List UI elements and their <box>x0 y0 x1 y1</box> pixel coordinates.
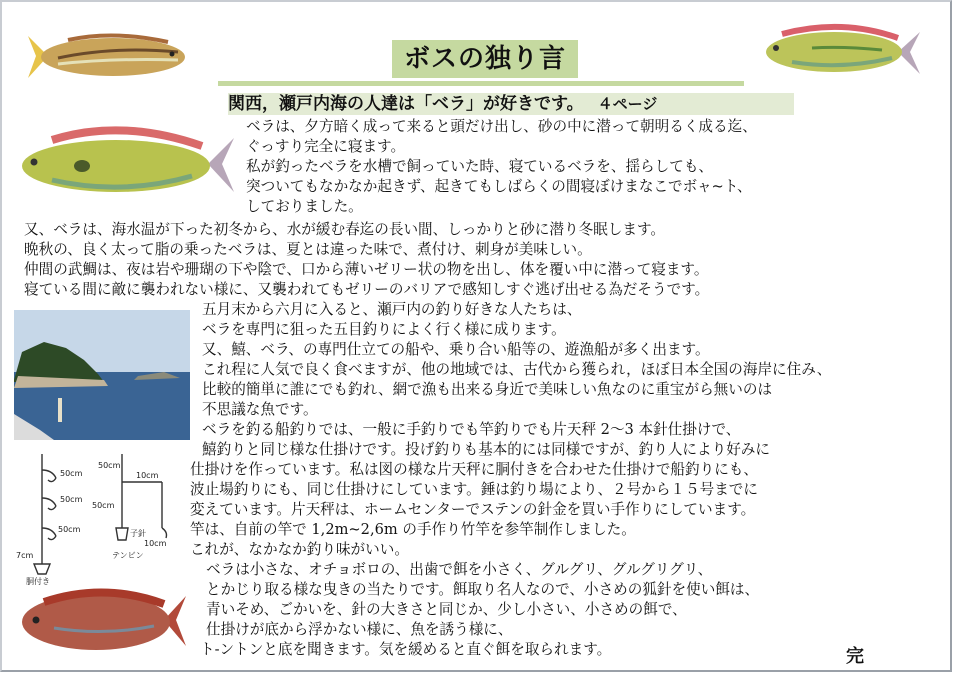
text-line: しておりました。 <box>246 198 363 215</box>
title-underline <box>218 81 744 86</box>
text-line: これ程に人気で良く食べますが、他の地域では、古代から獲られ，ほぼ日本全国の海岸に住み、 <box>202 361 832 378</box>
text-line: ベラを釣る船釣りでは、一般に手釣りでも竿釣りでも片天秤 2～3 本針仕掛けで、 <box>202 421 741 438</box>
text-line: 又、鱚、ベラ、の専門仕立ての船や、乗り合い船等の、遊漁船が多く出ます。 <box>202 341 710 358</box>
text-line: 仕掛けが底から浮かない様に、魚を誘う様に、 <box>206 621 513 638</box>
text-line: これが、なかなか釣り味がいい。 <box>190 541 409 558</box>
diagram-label: 10cm <box>136 471 159 480</box>
fishing-rig-diagram <box>12 448 188 588</box>
diagram-label: 7cm <box>16 551 34 560</box>
diagram-label: テンビン <box>112 551 144 560</box>
text-line: ト-ントンと底を聞きます。気を緩めると直ぐ餌を取られます。 <box>200 641 612 658</box>
wrasse-fish-image-large <box>12 118 240 204</box>
text-line: 五月末から六月に入ると、瀬戸内の釣り好きな人たちは、 <box>202 301 582 318</box>
text-line: 仲間の武鯛は、夜は岩や珊瑚の下や陰で、口から薄いゼリー状の物を出し、体を覆い中に潜って寝ます。 <box>24 261 709 278</box>
page-title: ボスの独り言 <box>392 40 578 78</box>
diagram-label: 10cm <box>144 539 167 548</box>
wrasse-fish-image-top-right <box>752 12 924 86</box>
text-line: 仕掛けを作っています。私は図の様な片天秤に胴付きを合わせた仕掛けで船釣りにも、 <box>190 461 758 478</box>
diagram-label: 50cm <box>60 469 83 478</box>
text-line: ベラは、夕方暗く成って来ると頭だけ出し、砂の中に潜って朝明るく成る迄、 <box>246 118 757 135</box>
subtitle-text: 関西，瀬戸内海の人達は「ベラ」が好きです。 <box>228 94 584 114</box>
text-line: 寝ている間に敵に襲われない様に、又襲われてもゼリーのバリアで感知しすぐ逃げ出せる為だそうです。 <box>24 281 710 298</box>
diagram-label: 50cm <box>58 525 81 534</box>
end-mark: 完 <box>846 646 864 667</box>
diagram-label: 50cm <box>98 461 121 470</box>
text-line: 晩秋の、良く太って脂の乗ったベラは、夏とは違った味で、煮付け、刺身が美味しい。 <box>24 241 592 258</box>
text-line: 青いそめ、ごかいを、針の大きさと同じか、少し小さい、小さめの餌で、 <box>206 601 687 618</box>
wrasse-fish-image-top-left <box>18 22 200 90</box>
text-line: ベラは小さな、オチョボロの、出歯で餌を小さく、グルグリ、グルグリグリ、 <box>206 561 713 578</box>
diagram-label: 胴付き <box>26 577 50 586</box>
text-line: ベラを専門に狙った五目釣りによく行く様に成ります。 <box>202 321 566 338</box>
subtitle <box>228 93 794 115</box>
text-line: ぐっすり完全に寝ます。 <box>246 138 406 155</box>
text-line: 竿は、自前の竿で 1,2m~2,6m の手作り竹竿を参竿制作しました。 <box>190 521 636 538</box>
text-line: 突ついてもなかなか起きず、起きてもしばらくの間寝ぼけまなこでボャ~ト、 <box>246 178 752 195</box>
text-line: 又、ベラは、海水温が下った初冬から、水が緩む春迄の長い間、しっかりと砂に潜り冬眠します。 <box>24 221 665 238</box>
text-line: 比較的簡単に誰にでも釣れ、網で漁も出来る身近で美味しい魚なのに重宝がら無いのは <box>202 381 773 398</box>
diagram-label: 子針 <box>130 529 146 538</box>
page-number: ４ページ <box>597 95 658 113</box>
island-sea-photo <box>14 310 190 440</box>
text-line: とかじり取る様な曳きの当たりです。餌取り名人なので、小さめの狐針を使い餌は、 <box>206 581 760 598</box>
diagram-label: 50cm <box>60 495 83 504</box>
text-line: 鱚釣りと同じ様な仕掛けです。投げ釣りも基本的には同様ですが、釣り人により好みに <box>202 441 770 458</box>
text-line: 不思議な魚です。 <box>202 401 318 418</box>
diagram-label: 50cm <box>92 501 115 510</box>
text-line: 私が釣ったベラを水槽で飼っていた時、寝ているベラを、揺らしても、 <box>246 158 714 175</box>
wrasse-fish-image-bottom <box>14 580 190 660</box>
text-line: 波止場釣りにも、同じ仕掛けにしています。錘は釣り場により、２号から１５号までに <box>190 481 758 498</box>
text-line: 変えています。片天秤は、ホームセンターでステンの針金を買い手作りにしています。 <box>190 501 756 518</box>
